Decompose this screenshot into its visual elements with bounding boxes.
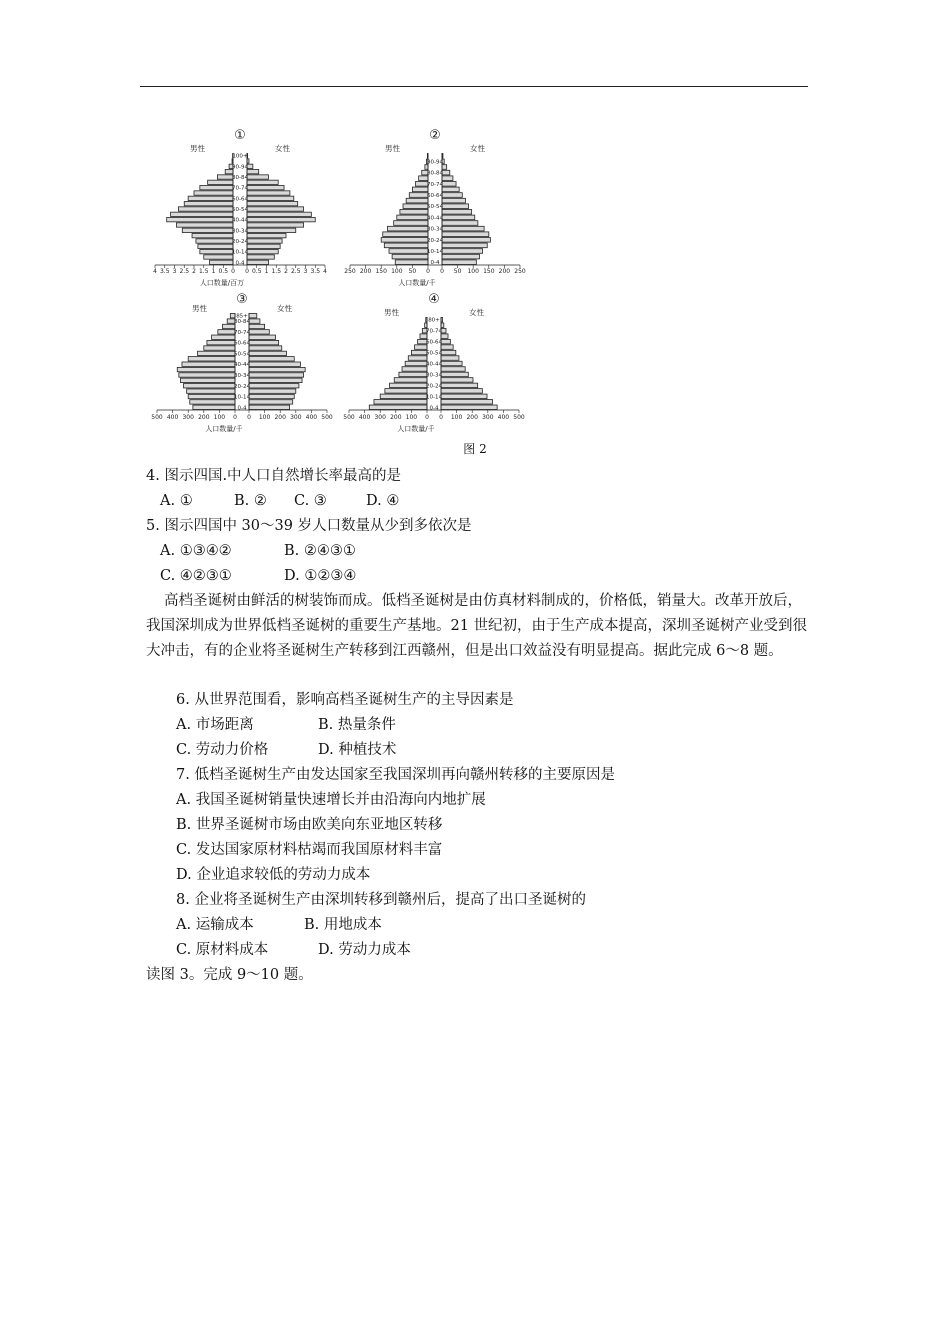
pyramid-1-chart — [145, 125, 335, 290]
male-bar — [200, 186, 233, 190]
question-6-stem: 6. 从世界范围看，影响高档圣诞树生产的主导因素是 — [176, 692, 514, 708]
question-4-options — [160, 491, 399, 511]
x-tick-label: 400 — [358, 414, 371, 421]
pyramid-number: ④ — [428, 292, 440, 307]
x-tick-label: 1 — [264, 268, 269, 275]
female-bar — [441, 367, 465, 371]
female-bar — [442, 204, 469, 209]
x-axis-label: 人口数量/千 — [397, 425, 435, 433]
x-axis-label: 人口数量/千 — [398, 279, 436, 287]
age-label: 70-74 — [427, 181, 443, 188]
female-bar — [249, 319, 260, 323]
female-bar — [442, 215, 475, 220]
female-bar — [249, 394, 294, 398]
male-bar — [397, 215, 428, 220]
female-bar — [441, 350, 456, 354]
x-tick-label: 1.5 — [271, 268, 282, 275]
female-bar — [441, 394, 487, 398]
age-label: 70-74 — [426, 328, 442, 335]
question-8-options-row1 — [176, 915, 382, 935]
male-bar — [210, 260, 233, 264]
female-bar — [442, 176, 453, 181]
age-label: 40-44 — [232, 217, 248, 224]
x-tick-label: 0 — [231, 268, 235, 275]
x-tick-label: 1.5 — [198, 268, 209, 275]
male-bar — [400, 210, 428, 215]
pyramid-number: ③ — [236, 292, 248, 307]
question-4-stem: 4. 图示四国.中人口自然增长率最高的是 — [146, 468, 402, 484]
female-bar — [441, 383, 478, 387]
male-label: 男性 — [192, 304, 207, 313]
male-bar — [200, 250, 233, 254]
age-label: 80+ — [428, 317, 440, 324]
male-bar — [369, 405, 427, 409]
female-bar — [442, 243, 487, 248]
male-bar — [193, 405, 235, 409]
x-tick-label: 100 — [213, 414, 226, 421]
female-bar — [249, 330, 269, 334]
x-tick-label: 2.5 — [179, 268, 190, 275]
question-5-options-row2 — [160, 566, 356, 586]
female-bar — [247, 207, 304, 211]
option-b: B. ② — [234, 493, 267, 509]
x-tick-label: 150 — [375, 268, 387, 275]
female-bar — [249, 340, 279, 344]
male-bar — [411, 350, 427, 354]
x-tick-label: 0 — [425, 414, 429, 421]
x-tick-label: 100 — [450, 414, 463, 421]
male-bar — [184, 384, 235, 388]
pyramid-4 — [342, 293, 527, 438]
question-7-option-c: C. 发达国家原材料枯竭而我国原材料丰富 — [176, 842, 443, 858]
x-tick-label: 200 — [274, 414, 286, 421]
male-bar — [171, 212, 233, 216]
female-bar — [441, 339, 450, 343]
female-bar — [247, 234, 286, 238]
female-bar — [441, 345, 453, 349]
x-tick-label: 100 — [405, 414, 418, 421]
male-bar — [405, 361, 427, 365]
age-label: 40-44 — [234, 362, 250, 369]
passage-text: 高档圣诞树由鲜活的树装饰而成。低档圣诞树是由仿真材料制成的，价格低，销量大。改革开放后，我国深圳成为世界低档圣诞树的重要生产基地。21 世纪初，由于生产成本提高，深圳圣诞树产业受到很大冲击，有的企业将圣诞树生产转移到江西赣州，但是出口效益没有明显提高。据此完成 6～8 题。 — [146, 593, 808, 659]
pyramid-number: ① — [234, 128, 246, 143]
male-bar — [409, 193, 428, 198]
male-bar — [390, 383, 427, 387]
x-tick-label: 400 — [305, 414, 318, 421]
x-tick-label: 3 — [172, 268, 177, 275]
female-bar — [249, 378, 302, 382]
x-tick-label: 50 — [408, 268, 417, 275]
question-7-option-a: A. 我国圣诞树销量快速增长并由沿海向内地扩展 — [176, 792, 486, 808]
female-bar — [247, 186, 284, 190]
x-tick-label: 4 — [153, 268, 157, 275]
male-bar — [207, 340, 235, 344]
female-bar — [441, 400, 492, 404]
x-tick-label: 3 — [303, 268, 308, 275]
age-label: 20-24 — [232, 239, 248, 245]
age-label: 100+ — [232, 153, 248, 160]
x-tick-label: 250 — [514, 268, 526, 275]
age-label: 60-64 — [426, 339, 442, 346]
female-bar — [249, 367, 305, 371]
male-label: 男性 — [190, 144, 205, 153]
pyramid-2 — [338, 125, 533, 290]
female-bar — [247, 202, 298, 206]
female-bar — [249, 400, 293, 404]
male-bar — [176, 223, 233, 227]
option-d: D. ①②③④ — [284, 568, 357, 584]
female-bar — [249, 351, 286, 355]
female-bar — [441, 378, 473, 382]
female-bar — [247, 218, 315, 222]
question-5-stem: 5. 图示四国中 30～39 岁人口数量从少到多依次是 — [146, 518, 472, 534]
age-label: 60-64 — [232, 196, 248, 203]
male-bar — [184, 202, 233, 206]
age-label: 30-34 — [426, 372, 442, 379]
x-tick-label: 0 — [233, 414, 237, 421]
age-label: 20-24 — [426, 383, 442, 390]
female-bar — [247, 244, 280, 248]
female-bar — [249, 314, 257, 318]
male-bar — [385, 389, 427, 393]
age-label: 90-94 — [232, 164, 248, 171]
option-a: A. 运输成本 — [176, 917, 254, 933]
female-bar — [249, 384, 299, 388]
x-tick-label: 250 — [344, 268, 356, 275]
x-tick-label: 2 — [284, 268, 288, 275]
female-label: 女性 — [469, 308, 484, 317]
female-bar — [247, 196, 294, 200]
male-bar — [177, 367, 235, 371]
female-bar — [247, 212, 311, 216]
x-tick-label: 300 — [182, 414, 194, 421]
male-bar — [188, 196, 233, 200]
x-tick-label: 500 — [151, 414, 163, 421]
age-label: 10-14 — [234, 394, 250, 401]
female-bar — [247, 191, 290, 195]
male-bar — [182, 362, 235, 366]
male-bar — [212, 335, 235, 339]
male-bar — [230, 314, 235, 318]
x-tick-label: 150 — [483, 268, 495, 275]
age-label: 50-54 — [234, 351, 250, 358]
x-tick-label: 500 — [321, 414, 333, 421]
age-label: 30-34 — [232, 228, 248, 235]
header-rule — [140, 86, 808, 87]
male-bar — [167, 218, 233, 222]
age-label: 20-24 — [427, 237, 443, 244]
age-label: 0-4 — [237, 405, 247, 412]
pyramid-3-chart — [150, 293, 335, 438]
male-bar — [381, 238, 428, 243]
question-7-stem: 7. 低档圣诞树生产由发达国家至我国深圳再向赣州转移的主要原因是 — [176, 767, 615, 783]
male-bar — [402, 367, 427, 371]
age-label: 50-54 — [427, 204, 443, 211]
option-c: C. ③ — [294, 493, 327, 509]
male-bar — [188, 357, 235, 361]
female-label: 女性 — [277, 304, 292, 313]
question-7-option-d: D. 企业追求较低的劳动力成本 — [176, 867, 371, 883]
option-d: D. 劳动力成本 — [318, 942, 411, 958]
male-bar — [383, 232, 428, 237]
age-label: 0-4 — [430, 260, 440, 267]
x-tick-label: 300 — [290, 414, 302, 421]
age-label: 40-44 — [426, 361, 442, 368]
male-bar — [182, 228, 233, 232]
male-bar — [387, 226, 428, 231]
age-label: 10-14 — [427, 249, 443, 255]
x-tick-label: 0 — [245, 268, 249, 275]
female-bar — [442, 249, 483, 254]
age-label: 10-14 — [232, 249, 248, 256]
female-bar — [441, 405, 497, 409]
x-tick-label: 3.5 — [159, 268, 170, 275]
male-label: 男性 — [384, 308, 399, 317]
female-bar — [442, 221, 478, 226]
female-bar — [247, 175, 268, 179]
x-tick-label: 1 — [211, 268, 216, 275]
male-bar — [192, 234, 233, 238]
x-tick-label: 400 — [497, 414, 510, 421]
x-axis-label: 人口数量/千 — [205, 425, 243, 433]
pyramid-4-chart — [342, 293, 527, 438]
option-a: A. ① — [160, 493, 193, 509]
female-bar — [249, 373, 304, 377]
age-label: 0-4 — [429, 405, 439, 412]
male-bar — [188, 394, 235, 398]
male-bar — [179, 373, 235, 377]
male-bar — [208, 180, 233, 184]
x-tick-label: 0 — [247, 414, 251, 421]
male-bar — [408, 356, 427, 360]
female-bar — [249, 389, 296, 393]
male-bar — [196, 239, 233, 243]
age-label: 50-54 — [232, 207, 248, 213]
age-label: 80-84 — [427, 170, 443, 177]
x-tick-label: 0 — [439, 414, 443, 421]
male-bar — [198, 351, 235, 355]
option-c: C. 原材料成本 — [176, 942, 269, 958]
male-bar — [380, 394, 427, 398]
female-label: 女性 — [275, 144, 290, 153]
female-bar — [247, 260, 268, 264]
question-7-option-b: B. 世界圣诞树市场由欧美向东亚地区转移 — [176, 817, 443, 833]
x-tick-label: 2 — [192, 268, 196, 275]
x-tick-label: 200 — [466, 414, 478, 421]
female-bar — [441, 323, 444, 327]
male-bar — [217, 175, 233, 179]
x-tick-label: 50 — [453, 268, 462, 275]
age-label: 70-74 — [232, 185, 248, 192]
x-tick-label: 200 — [359, 268, 372, 275]
male-bar — [384, 243, 428, 248]
age-label: 20-24 — [234, 383, 250, 390]
pyramid-number: ② — [429, 128, 441, 143]
x-tick-label: 0 — [440, 268, 444, 275]
female-bar — [441, 356, 459, 360]
male-bar — [194, 191, 233, 195]
female-bar — [249, 324, 265, 328]
female-bar — [442, 198, 465, 203]
option-b: B. 用地成本 — [304, 917, 382, 933]
female-bar — [249, 346, 282, 350]
female-bar — [247, 170, 259, 174]
age-label: 0-4 — [235, 260, 245, 267]
age-label: 10-14 — [426, 394, 442, 401]
x-tick-label: 200 — [498, 268, 511, 275]
age-label: 90-94 — [427, 159, 443, 166]
male-bar — [180, 378, 235, 382]
female-bar — [249, 357, 294, 361]
x-axis-label: 人口数量/百万 — [199, 279, 245, 287]
x-tick-label: 100 — [258, 414, 271, 421]
male-bar — [198, 244, 233, 248]
age-label: 80-84 — [232, 175, 248, 181]
x-tick-label: 100 — [391, 268, 403, 275]
male-label: 男性 — [385, 144, 400, 153]
female-bar — [441, 372, 468, 376]
male-bar — [394, 378, 427, 382]
male-bar — [190, 400, 235, 404]
female-bar — [442, 260, 476, 265]
option-a: A. 市场距离 — [176, 717, 254, 733]
male-bar — [392, 254, 428, 259]
male-bar — [218, 330, 235, 334]
question-8-stem: 8. 企业将圣诞树生产由深圳转移到赣州后，提高了出口圣诞树的 — [176, 892, 586, 908]
footer-instruction: 读图 3。完成 9～10 题。 — [146, 967, 313, 983]
female-bar — [442, 254, 479, 259]
x-tick-label: 200 — [390, 414, 402, 421]
female-bar — [442, 193, 462, 198]
x-tick-label: 500 — [513, 414, 525, 421]
female-bar — [442, 232, 489, 237]
female-bar — [247, 228, 296, 232]
x-tick-label: 500 — [343, 414, 355, 421]
female-bar — [247, 255, 274, 259]
male-bar — [187, 389, 235, 393]
male-bar — [403, 204, 428, 209]
option-b: B. ②④③① — [284, 543, 356, 559]
x-tick-label: 0 — [426, 268, 430, 275]
option-c: C. 劳动力价格 — [176, 742, 269, 758]
option-d: D. 种植技术 — [318, 742, 397, 758]
pyramid-1 — [145, 125, 335, 290]
male-bar — [374, 400, 427, 404]
male-bar — [204, 255, 233, 259]
female-bar — [247, 250, 278, 254]
x-tick-label: 300 — [374, 414, 386, 421]
female-bar — [442, 238, 490, 243]
male-bar — [394, 221, 428, 226]
pyramid-2-chart — [338, 125, 533, 290]
female-bar — [442, 182, 456, 187]
question-8-options-row2 — [176, 940, 411, 960]
age-label: 80-84 — [234, 319, 250, 326]
question-6-options-row1 — [176, 715, 396, 735]
age-label: 30-34 — [427, 226, 443, 233]
question-6-options-row2 — [176, 740, 396, 760]
female-bar — [442, 170, 450, 175]
female-label: 女性 — [470, 144, 485, 153]
x-tick-label: 100 — [467, 268, 479, 275]
female-bar — [442, 226, 484, 231]
male-bar — [395, 260, 428, 265]
age-label: 40-44 — [427, 215, 443, 222]
figure-caption: 图 2 — [463, 442, 487, 456]
age-label: 70-74 — [234, 329, 250, 336]
x-tick-label: 300 — [482, 414, 494, 421]
x-tick-label: 200 — [198, 414, 210, 421]
option-d: D. ④ — [366, 493, 400, 509]
male-bar — [204, 346, 235, 350]
pyramid-3 — [150, 293, 335, 438]
option-a: A. ①③④② — [160, 543, 232, 559]
female-bar — [249, 335, 276, 339]
female-bar — [247, 239, 282, 243]
male-bar — [412, 187, 428, 192]
female-bar — [441, 361, 462, 365]
female-bar — [247, 223, 304, 227]
x-tick-label: 4 — [323, 268, 327, 275]
male-bar — [399, 372, 427, 376]
age-label: 60-64 — [427, 193, 443, 199]
x-tick-label: 0.5 — [251, 268, 262, 275]
age-label: 30-34 — [234, 372, 250, 379]
option-c: C. ④②③① — [160, 568, 232, 584]
x-tick-label: 3.5 — [310, 268, 321, 275]
age-label: 60-64 — [234, 340, 250, 347]
question-5-options-row1 — [160, 541, 356, 561]
female-bar — [249, 405, 290, 409]
female-bar — [247, 180, 278, 184]
x-tick-label: 2.5 — [290, 268, 301, 275]
x-tick-label: 400 — [166, 414, 179, 421]
female-bar — [249, 362, 300, 366]
male-bar — [406, 198, 428, 203]
age-label: 85+ — [236, 313, 248, 320]
age-label: 50-54 — [426, 350, 442, 357]
x-tick-label: 0.5 — [218, 268, 229, 275]
female-bar — [442, 187, 459, 192]
female-bar — [441, 389, 482, 393]
male-bar — [178, 207, 233, 211]
option-b: B. 热量条件 — [318, 717, 396, 733]
female-bar — [442, 210, 472, 215]
male-bar — [389, 249, 428, 254]
female-bar — [441, 334, 448, 338]
